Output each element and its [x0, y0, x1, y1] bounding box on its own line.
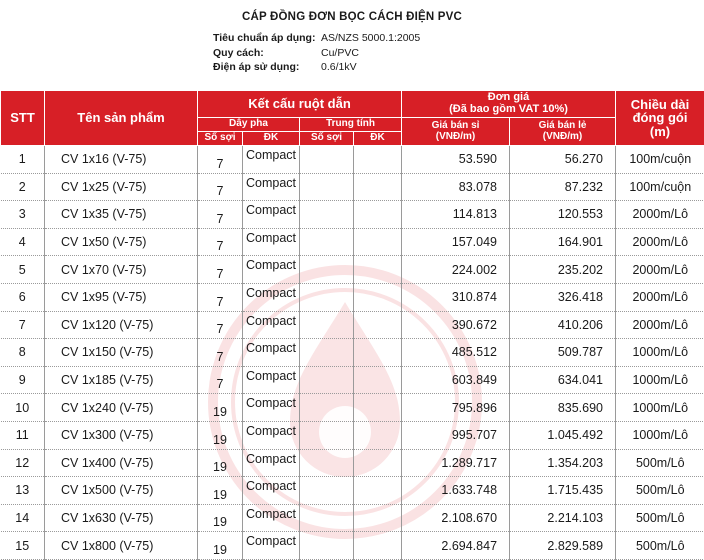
- cell-package-length: 500m/Lô: [616, 449, 704, 477]
- cell-phase-dk: Compact: [243, 173, 300, 201]
- cell-product-name: CV 1x800 (V-75): [45, 532, 198, 560]
- price-header-line: (Đã bao gồm VAT 10%): [402, 104, 615, 116]
- table-row: [1, 256, 704, 284]
- retail-header-line: (VNĐ/m): [510, 132, 615, 143]
- cell-wholesale-price: 224.002: [402, 256, 510, 284]
- cell-retail-price: 326.418: [510, 283, 616, 311]
- document-title: CÁP ĐỒNG ĐƠN BỌC CÁCH ĐIỆN PVC: [0, 11, 704, 23]
- cell-neutral-strands: [300, 146, 354, 174]
- cell-phase-strands: 19: [198, 504, 243, 532]
- cell-phase-strands: 19: [198, 394, 243, 422]
- table-row: [1, 201, 704, 229]
- cell-phase-strands: 19: [198, 477, 243, 505]
- cell-neutral-dk: [354, 201, 402, 229]
- cell-wholesale-price: 114.813: [402, 201, 510, 229]
- cell-neutral-dk: [354, 394, 402, 422]
- price-table: [0, 90, 704, 560]
- cell-phase-strands: 7: [198, 228, 243, 256]
- column-header-neutral-strands: Số sợi: [300, 132, 354, 146]
- cell-neutral-dk: [354, 311, 402, 339]
- cell-product-name: CV 1x300 (V-75): [45, 421, 198, 449]
- cell-package-length: 2000m/Lô: [616, 228, 704, 256]
- table-row: [1, 394, 704, 422]
- cell-phase-strands: 7: [198, 173, 243, 201]
- cell-neutral-strands: [300, 201, 354, 229]
- cell-stt: 13: [1, 477, 45, 505]
- cell-neutral-strands: [300, 477, 354, 505]
- cell-neutral-strands: [300, 228, 354, 256]
- column-header-structure: Kết cấu ruột dẫn: [198, 91, 402, 118]
- cell-product-name: CV 1x400 (V-75): [45, 449, 198, 477]
- cell-stt: 8: [1, 339, 45, 367]
- cell-stt: 12: [1, 449, 45, 477]
- column-header-retail: [510, 118, 616, 146]
- cell-product-name: CV 1x16 (V-75): [45, 146, 198, 174]
- cell-phase-dk: Compact: [243, 477, 300, 505]
- cell-stt: 2: [1, 173, 45, 201]
- cell-product-name: CV 1x35 (V-75): [45, 201, 198, 229]
- cell-stt: 5: [1, 256, 45, 284]
- cell-retail-price: 235.202: [510, 256, 616, 284]
- cell-neutral-dk: [354, 477, 402, 505]
- column-header-phase: Dây pha: [198, 118, 300, 132]
- length-header-line: đóng gói: [616, 111, 704, 125]
- cell-product-name: CV 1x240 (V-75): [45, 394, 198, 422]
- cell-package-length: 100m/cuộn: [616, 173, 704, 201]
- cell-wholesale-price: 310.874: [402, 283, 510, 311]
- table-row: [1, 283, 704, 311]
- cell-stt: 14: [1, 504, 45, 532]
- wholesale-header-line: (VNĐ/m): [402, 132, 509, 143]
- cell-package-length: 500m/Lô: [616, 504, 704, 532]
- cell-product-name: CV 1x500 (V-75): [45, 477, 198, 505]
- column-header-neutral: Trung tính: [300, 118, 402, 132]
- spec-value: 0.6/1kV: [321, 61, 357, 73]
- cell-product-name: CV 1x50 (V-75): [45, 228, 198, 256]
- table-row: [1, 532, 704, 560]
- cell-wholesale-price: 485.512: [402, 339, 510, 367]
- cell-wholesale-price: 53.590: [402, 146, 510, 174]
- cell-phase-strands: 7: [198, 256, 243, 284]
- cell-neutral-strands: [300, 339, 354, 367]
- cell-phase-dk: Compact: [243, 256, 300, 284]
- spec-label: Điện áp sử dụng:: [213, 61, 299, 73]
- column-header-price: [402, 91, 616, 118]
- cell-package-length: 2000m/Lô: [616, 311, 704, 339]
- cell-product-name: CV 1x185 (V-75): [45, 366, 198, 394]
- column-header-phase-strands: Số sợi: [198, 132, 243, 146]
- document-header: [0, 0, 704, 86]
- price-header-line: Đơn giá: [402, 92, 615, 104]
- cell-phase-dk: Compact: [243, 311, 300, 339]
- cell-product-name: CV 1x150 (V-75): [45, 339, 198, 367]
- wholesale-header-line: Giá bán sỉ: [402, 121, 509, 132]
- column-header-neutral-dk: ĐK: [354, 132, 402, 146]
- cell-phase-strands: 19: [198, 449, 243, 477]
- cell-neutral-dk: [354, 449, 402, 477]
- cell-phase-dk: Compact: [243, 449, 300, 477]
- cell-stt: 15: [1, 532, 45, 560]
- cell-phase-dk: Compact: [243, 339, 300, 367]
- cell-product-name: CV 1x120 (V-75): [45, 311, 198, 339]
- cell-neutral-dk: [354, 366, 402, 394]
- cell-phase-dk: Compact: [243, 366, 300, 394]
- cell-retail-price: 1.045.492: [510, 421, 616, 449]
- cell-neutral-strands: [300, 532, 354, 560]
- cell-wholesale-price: 2.694.847: [402, 532, 510, 560]
- cell-product-name: CV 1x25 (V-75): [45, 173, 198, 201]
- cell-neutral-strands: [300, 256, 354, 284]
- table-row: [1, 173, 704, 201]
- column-header-name: Tên sản phẩm: [45, 91, 198, 146]
- cell-retail-price: 1.354.203: [510, 449, 616, 477]
- cell-retail-price: 634.041: [510, 366, 616, 394]
- cell-phase-dk: Compact: [243, 283, 300, 311]
- cell-stt: 4: [1, 228, 45, 256]
- cell-neutral-strands: [300, 366, 354, 394]
- spec-value: AS/NZS 5000.1:2005: [321, 32, 420, 44]
- cell-phase-dk: Compact: [243, 532, 300, 560]
- cell-phase-strands: 7: [198, 311, 243, 339]
- cell-neutral-strands: [300, 394, 354, 422]
- cell-phase-strands: 19: [198, 421, 243, 449]
- table-row: [1, 449, 704, 477]
- table-row: [1, 477, 704, 505]
- table-row: [1, 366, 704, 394]
- cell-phase-dk: Compact: [243, 201, 300, 229]
- cell-retail-price: 2.214.103: [510, 504, 616, 532]
- cell-phase-dk: Compact: [243, 504, 300, 532]
- table-row: [1, 146, 704, 174]
- column-header-stt: STT: [1, 91, 45, 146]
- table-row: [1, 504, 704, 532]
- cell-wholesale-price: 995.707: [402, 421, 510, 449]
- cell-product-name: CV 1x70 (V-75): [45, 256, 198, 284]
- cell-package-length: 1000m/Lô: [616, 421, 704, 449]
- cell-phase-dk: Compact: [243, 228, 300, 256]
- table-row: [1, 311, 704, 339]
- cell-neutral-dk: [354, 146, 402, 174]
- cell-phase-strands: 7: [198, 201, 243, 229]
- cell-phase-strands: 19: [198, 532, 243, 560]
- cell-retail-price: 509.787: [510, 339, 616, 367]
- column-header-length: [616, 91, 704, 146]
- cell-retail-price: 120.553: [510, 201, 616, 229]
- table-row: [1, 421, 704, 449]
- cell-neutral-dk: [354, 504, 402, 532]
- cell-wholesale-price: 1.289.717: [402, 449, 510, 477]
- cell-stt: 9: [1, 366, 45, 394]
- column-header-wholesale: [402, 118, 510, 146]
- spec-label: Quy cách:: [213, 47, 264, 59]
- column-header-phase-dk: ĐK: [243, 132, 300, 146]
- spec-label: Tiêu chuẩn áp dụng:: [213, 32, 315, 44]
- table-row: [1, 228, 704, 256]
- length-header-line: (m): [616, 125, 704, 139]
- cell-neutral-strands: [300, 311, 354, 339]
- cell-stt: 11: [1, 421, 45, 449]
- cell-retail-price: 1.715.435: [510, 477, 616, 505]
- header-row: [1, 91, 704, 118]
- table-row: [1, 339, 704, 367]
- cell-stt: 1: [1, 146, 45, 174]
- cell-stt: 7: [1, 311, 45, 339]
- cell-wholesale-price: 83.078: [402, 173, 510, 201]
- cell-wholesale-price: 1.633.748: [402, 477, 510, 505]
- cell-neutral-dk: [354, 228, 402, 256]
- cell-package-length: 500m/Lô: [616, 477, 704, 505]
- cell-phase-strands: 7: [198, 339, 243, 367]
- cell-retail-price: 164.901: [510, 228, 616, 256]
- cell-neutral-dk: [354, 421, 402, 449]
- cell-package-length: 100m/cuộn: [616, 146, 704, 174]
- cell-neutral-dk: [354, 283, 402, 311]
- cell-neutral-strands: [300, 449, 354, 477]
- cell-phase-strands: 7: [198, 283, 243, 311]
- cell-neutral-strands: [300, 504, 354, 532]
- cell-neutral-strands: [300, 421, 354, 449]
- cell-product-name: CV 1x95 (V-75): [45, 283, 198, 311]
- cell-neutral-strands: [300, 173, 354, 201]
- cell-retail-price: 56.270: [510, 146, 616, 174]
- cell-wholesale-price: 2.108.670: [402, 504, 510, 532]
- cell-stt: 10: [1, 394, 45, 422]
- cell-stt: 3: [1, 201, 45, 229]
- cell-phase-strands: 7: [198, 366, 243, 394]
- cell-package-length: 2000m/Lô: [616, 283, 704, 311]
- cell-phase-dk: Compact: [243, 394, 300, 422]
- cell-package-length: 2000m/Lô: [616, 201, 704, 229]
- cell-retail-price: 410.206: [510, 311, 616, 339]
- cell-retail-price: 2.829.589: [510, 532, 616, 560]
- spec-value: Cu/PVC: [321, 47, 359, 59]
- cell-wholesale-price: 390.672: [402, 311, 510, 339]
- cell-package-length: 1000m/Lô: [616, 366, 704, 394]
- cell-wholesale-price: 157.049: [402, 228, 510, 256]
- cell-retail-price: 835.690: [510, 394, 616, 422]
- cell-package-length: 2000m/Lô: [616, 256, 704, 284]
- cell-package-length: 1000m/Lô: [616, 394, 704, 422]
- cell-phase-dk: Compact: [243, 421, 300, 449]
- length-header-line: Chiều dài: [616, 98, 704, 112]
- cell-phase-strands: 7: [198, 146, 243, 174]
- cell-wholesale-price: 795.896: [402, 394, 510, 422]
- cell-product-name: CV 1x630 (V-75): [45, 504, 198, 532]
- cell-package-length: 1000m/Lô: [616, 339, 704, 367]
- cell-package-length: 500m/Lô: [616, 532, 704, 560]
- cell-phase-dk: Compact: [243, 146, 300, 174]
- cell-neutral-dk: [354, 339, 402, 367]
- cell-stt: 6: [1, 283, 45, 311]
- cell-neutral-dk: [354, 173, 402, 201]
- cell-retail-price: 87.232: [510, 173, 616, 201]
- cell-neutral-dk: [354, 532, 402, 560]
- cell-wholesale-price: 603.849: [402, 366, 510, 394]
- retail-header-line: Giá bán lẻ: [510, 121, 615, 132]
- cell-neutral-dk: [354, 256, 402, 284]
- cell-neutral-strands: [300, 283, 354, 311]
